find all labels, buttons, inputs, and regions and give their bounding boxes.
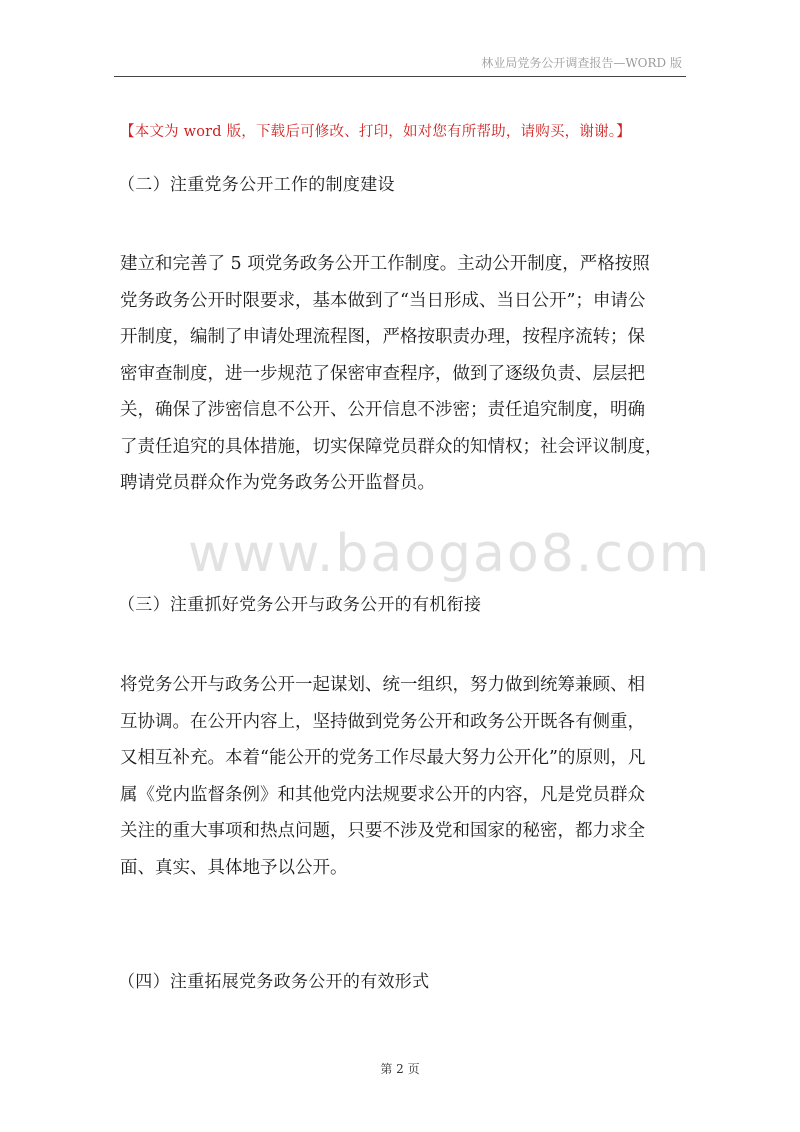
paragraph-line: 开制度，编制了申请处理流程图，严格按职责办理，按程序流转；保: [120, 327, 645, 347]
purchase-notice: 【本文为 word 版，下载后可修改、打印，如对您有所帮助，请购买，谢谢。】: [120, 124, 631, 140]
section-heading-3: （三）注重抓好党务公开与政务公开的有机衔接: [118, 595, 482, 615]
section-paragraph-3: [120, 667, 690, 886]
paragraph-line: 又相互补充。本着“能公开的党务工作尽最大努力公开化”的原则，凡: [120, 748, 646, 768]
paragraph-line: 属《党内监督条例》和其他党内法规要求公开的内容，凡是党员群众: [120, 784, 645, 805]
section-heading-2: （二）注重党务公开工作的制度建设: [118, 175, 395, 195]
paragraph-line: 建立和完善了 5 项党务政务公开工作制度。主动公开制度，严格按照: [120, 254, 650, 274]
site-watermark: www.baogao8.com: [188, 524, 712, 584]
section-heading-4: （四）注重拓展党务政务公开的有效形式: [118, 972, 430, 992]
paragraph-line: 将党务公开与政务公开一起谋划、统一组织，努力做到统筹兼顾、相: [120, 675, 645, 695]
paragraph-line: 关，确保了涉密信息不公开、公开信息不涉密；责任追究制度，明确: [120, 400, 645, 420]
paragraph-line: 面、真实、具体地予以公开。: [120, 857, 348, 878]
paragraph-line: 互协调。在公开内容上，坚持做到党务公开和政务公开既各有侧重，: [120, 711, 645, 732]
paragraph-line: 了责任追究的具体措施，切实保障党员群众的知情权；社会评议制度，: [120, 436, 663, 457]
section-paragraph-2: [120, 246, 690, 502]
running-header-title: 林业局党务公开调查报告—WORD 版: [481, 56, 682, 70]
paragraph-line: 党务政务公开时限要求，基本做到了“当日形成、当日公开”；申请公: [120, 290, 646, 311]
paragraph-line: 关注的重大事项和热点问题，只要不涉及党和国家的秘密，都力求全: [120, 821, 645, 841]
header-divider: [114, 76, 686, 77]
paragraph-line: 密审查制度，进一步规范了保密审查程序，做到了逐级负责、层层把: [120, 363, 645, 384]
paragraph-line: 聘请党员群众作为党务政务公开监督员。: [120, 473, 435, 493]
page-number: 第 2 页: [380, 1062, 420, 1076]
